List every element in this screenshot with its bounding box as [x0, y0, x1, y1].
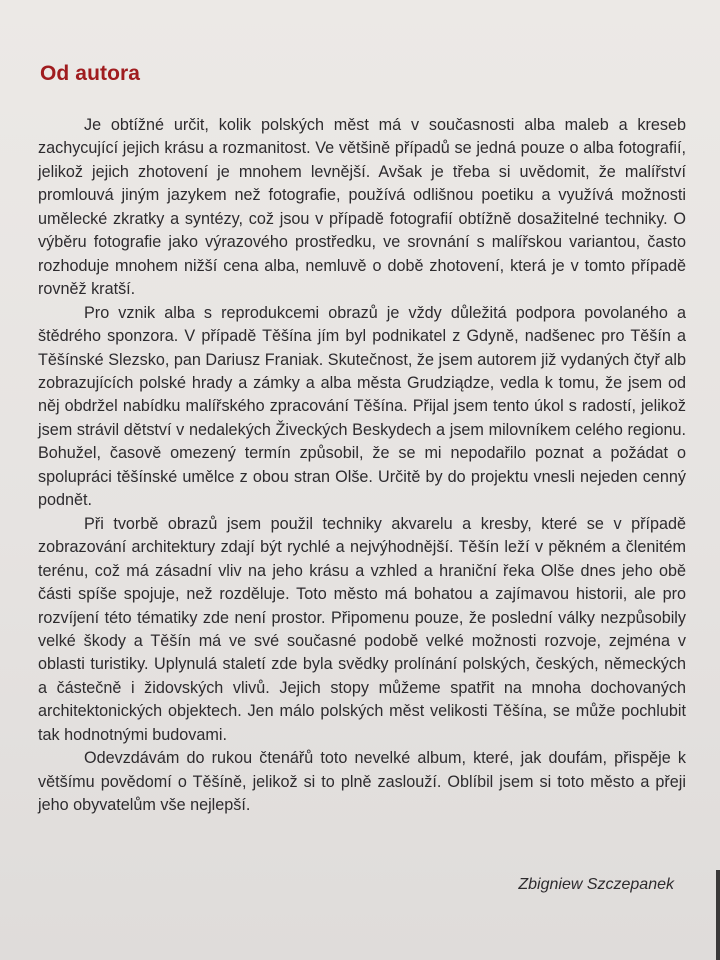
page-title: Od autora — [40, 62, 141, 85]
page-edge-shadow — [716, 870, 720, 960]
paragraph-4: Odevzdávám do rukou čtenářů toto nevelké album, které, jak doufám, přispěje k většímu povědomí o Těšíně, jelikož si to plně zaslouží. Oblíbil jsem si toto město a přeji jeho obyvatelům vše nejlepší. — [38, 749, 686, 815]
author-signature: Zbigniew Szczepanek — [518, 876, 674, 893]
paragraph-2: Pro vznik alba s reprodukcemi obrazů je vždy důležitá podpora povolaného a štědrého sponzora. V případě Těšína jím byl podnikatel z Gdyně, nadšenec pro Těšín a Těšínské Slezsko, pan Dariusz Franiak. Skutečnost, že jsem autorem již vydaných čtyř alb zobrazujících polské hrady a zámky a alba města Grudziądze, vedla k tomu, že jsem od něj obdržel nabídku malířského zpracování Těšína. Přijal jsem tento úkol s radostí, jelikož jsem strávil dětství v nedalekých Živeckých Beskydech a jsem milovníkem celého regionu. Bohužel, časově omezený termín způsobil, že se mi nepodařilo poznat a požádat o spolupráci těšínské umělce z obou stran Olše. Určitě by do projektu vnesli nejeden cenný podnět. — [38, 303, 686, 510]
paragraph-1: Je obtížné určit, kolik polských měst má v současnosti alba maleb a kreseb zachycující jejich krásu a rozmanitost. Ve většině případů se jedná pouze o alba fotografií, jelikož jejich zhotovení je mnohem levnější. Avšak je třeba si uvědomit, že malířství promlouvá jiným jazykem než fotografie, používá odlišnou poetiku a využívá možnosti umělecké zkratky a syntézy, což jsou v případě fotografií obtížně dosažitelné techniky. O výběru fotografie jako výrazového prostředku, ve srovnání s malířskou variantou, často rozhoduje mnohem nižší cena alba, nemluvě o době zhotovení, která je v tomto případě rovněž kratší. — [38, 116, 686, 299]
paragraph-3: Při tvorbě obrazů jsem použil techniky akvarelu a kresby, které se v případě zobrazování architektury zdají být rychlé a nejvýhodnější. Těšín leží v pěkném a členitém terénu, což má zásadní vliv na jeho krásu a vzhled a hraniční řeka Olše dnes jeho obě části spíše spojuje, než rozděluje. Toto město má bohatou a zajímavou historii, ale pro rozvíjení této tématiky zde není prostor. Připomenu pouze, že poslední války nezpůsobily velké škody a Těšín má ve své současné podobě velké možnosti rozvoje, zejména v oblasti turistiky. Uplynulá staletí zde byla svědky prolínání polských, českých, německých a částečně i židovských vlivů. Jejich stopy můžeme spatřit na mnoha dochovaných architektonických objektech. Jen málo polských měst velikosti Těšína, se může pochlubit tak hodnotnými budovami. — [38, 514, 686, 744]
body-text — [38, 114, 686, 818]
